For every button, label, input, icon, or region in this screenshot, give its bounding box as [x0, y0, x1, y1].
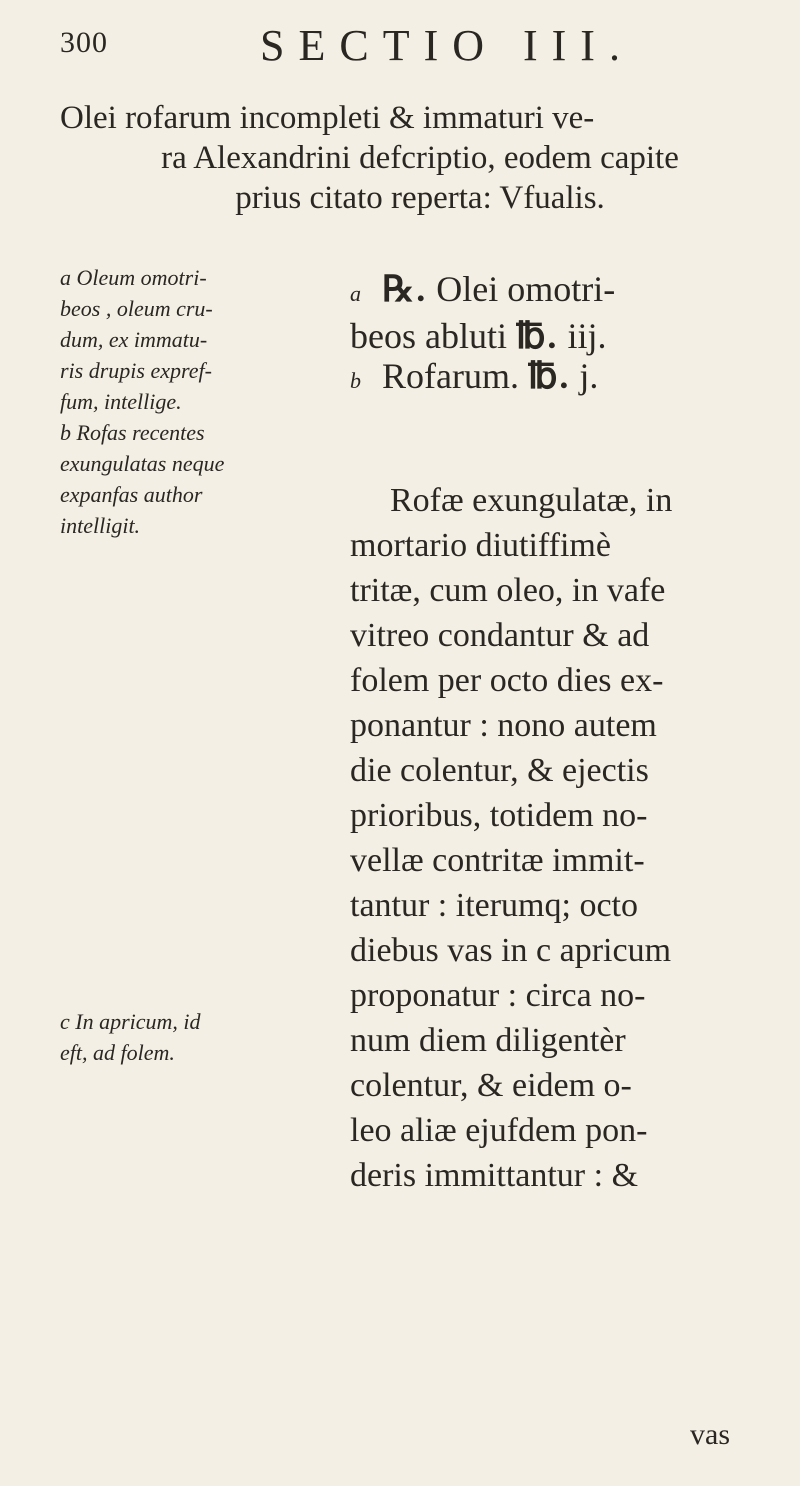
running-head — [60, 12, 760, 72]
ingredient-measure: iij. — [567, 316, 607, 356]
margin-note-line: intelligit. — [60, 513, 141, 538]
ingredient-name-continued: beos abluti — [350, 316, 507, 356]
margin-note-line: dum, ex immatu- — [60, 327, 208, 352]
note-marker: a — [350, 281, 361, 306]
instruction-line: vellæ contritæ immit- — [350, 842, 645, 879]
margin-note-line: fum, intellige. — [60, 389, 182, 414]
instruction-line: mortario diutiffimè — [350, 527, 611, 564]
recipe-instructions — [350, 478, 770, 1198]
pound-symbol: ℔. — [527, 356, 571, 396]
margin-note-line: c In apricum, id — [60, 1009, 201, 1034]
instruction-line: ponantur : nono autem — [350, 707, 657, 744]
instruction-line: vitreo condantur & ad — [350, 617, 650, 654]
margin-note-line: expanfas author — [60, 482, 203, 507]
margin-note-a — [60, 262, 330, 541]
ingredient-measure: j. — [579, 356, 599, 396]
section-title: SECTIO III. — [260, 21, 634, 70]
instruction-line: colentur, & eidem o- — [350, 1067, 632, 1104]
intro-line: prius citato reperta: Vfualis. — [235, 180, 605, 216]
recipe-symbol: ℞. — [382, 269, 428, 309]
margin-note-line: eft, ad folem. — [60, 1040, 175, 1065]
instruction-line: tritæ, cum oleo, in vafe — [350, 572, 666, 609]
margin-note-line: exungulatas neque — [60, 451, 225, 476]
instruction-line: prioribus, totidem no- — [350, 797, 648, 834]
ingredient-name: Rofarum. — [382, 356, 519, 396]
intro-line: Olei rofarum incompleti & immaturi ve- — [60, 100, 595, 136]
margin-note-line: beos , oleum cru- — [60, 296, 213, 321]
instruction-line: deris immittantur : & — [350, 1157, 639, 1194]
ingredient-line — [350, 355, 770, 402]
instruction-line: folem per octo dies ex- — [350, 662, 664, 699]
instruction-line: num diem diligentèr — [350, 1022, 626, 1059]
pound-symbol: ℔. — [515, 316, 559, 356]
ingredient-name: Olei omotri- — [436, 269, 616, 309]
intro-paragraph — [60, 98, 780, 218]
instruction-line: tantur : iterumq; octo — [350, 887, 638, 924]
instruction-line: proponatur : circa no- — [350, 977, 646, 1014]
margin-note-line: ris drupis expref- — [60, 358, 212, 383]
page-number: 300 — [60, 26, 108, 59]
note-marker: b — [350, 368, 361, 393]
instruction-line: die colentur, & ejectis — [350, 752, 649, 789]
instruction-line: leo aliæ ejufdem pon- — [350, 1112, 648, 1149]
margin-note-line: b Rofas recentes — [60, 420, 205, 445]
intro-line: ra Alexandrini defcriptio, eodem capite — [161, 140, 679, 176]
margin-note-line: a Oleum omotri- — [60, 265, 207, 290]
instruction-line: diebus vas in c apricum — [350, 932, 672, 969]
margin-note-c — [60, 1006, 330, 1068]
instruction-line: Rofæ exungulatæ, in — [390, 482, 673, 519]
catchword: vas — [690, 1418, 730, 1451]
ingredient-line — [350, 268, 770, 357]
